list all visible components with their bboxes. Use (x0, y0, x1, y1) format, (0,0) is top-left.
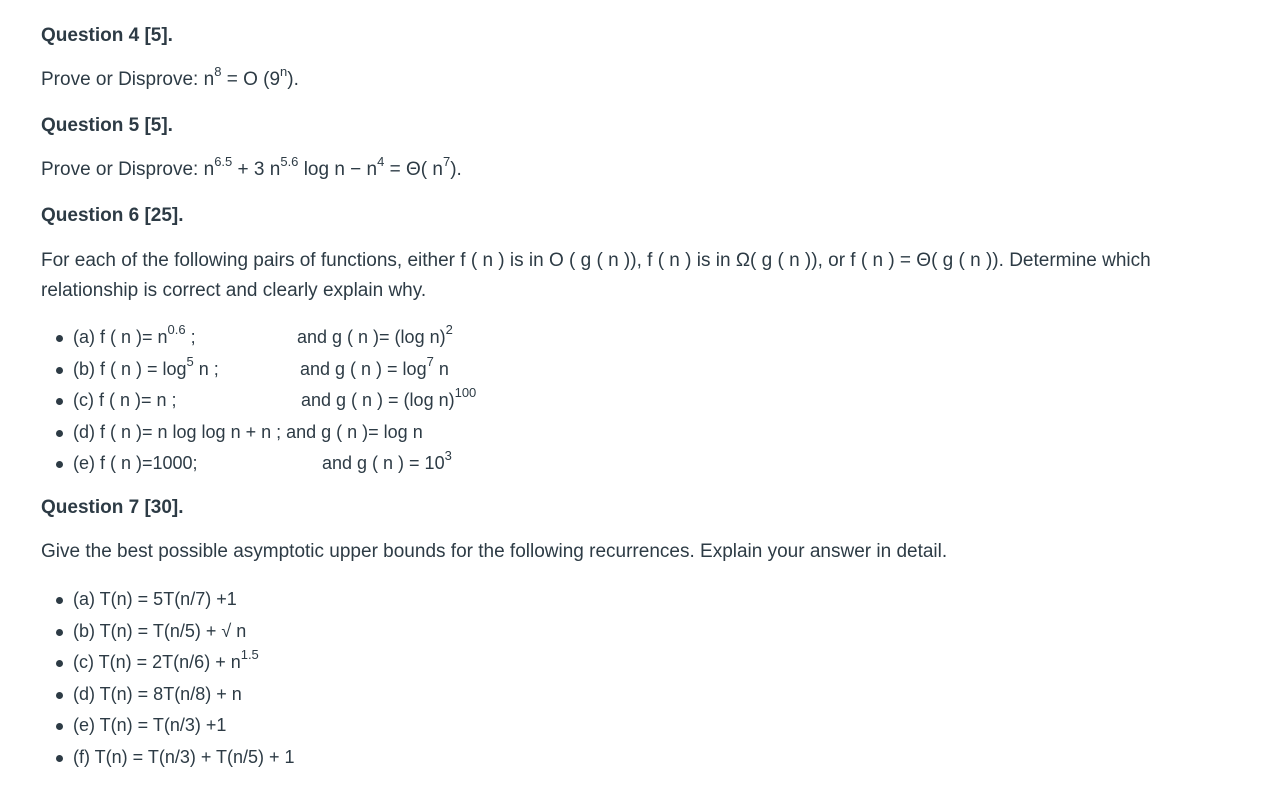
bullet-icon (56, 398, 63, 405)
bullet-icon (56, 692, 63, 699)
question-6-heading: Question 6 [25]. (41, 205, 184, 226)
list-item: (d) f ( n )= n log log n + n ; and g ( n )= log n (41, 417, 423, 449)
bullet-icon (56, 629, 63, 636)
list-item: (c) $T(n) = 2T(n/6) + n^{1.5}$ (41, 647, 295, 679)
question-7-list (41, 584, 295, 773)
list-item: (b) f ( n ) = $\log^5 n$ ; and g ( n ) = $\log^7 n$ (41, 354, 423, 386)
list-item: (b) T(n) = T(n/5) + √ n (41, 616, 295, 648)
list-item: (f) T(n) = T(n/3) + T(n/5) + 1 (41, 742, 295, 774)
question-5-heading: Question 5 [5]. (41, 115, 173, 136)
list-item: (e) f ( n )=1000; and g ( n ) = $10^3$ (41, 448, 423, 480)
list-item: (e) T(n) = T(n/3) +1 (41, 710, 295, 742)
question-7-intro: Give the best possible asymptotic upper bounds for the following recurrences. Explain your answer in detail. (41, 541, 948, 562)
question-6-list (41, 322, 477, 480)
bullet-icon (56, 461, 63, 468)
bullet-icon (56, 723, 63, 730)
question-7-heading: Question 7 [30]. (41, 497, 184, 518)
list-item: (c) f ( n )= n ; and g ( n ) = (log n)$^{100}$ (41, 385, 423, 417)
question-6-intro: For each of the following pairs of functions, either f ( n ) is in O ( g ( n )), f ( n ) is in Ω( g ( n )), or f ( n ) = Θ( g ( n )). Determine which relationship is correct and clearly explain why. (41, 250, 1151, 301)
bullet-icon (56, 755, 63, 762)
question-5-statement: Prove or Disprove: $n^{6.5} + 3$ $n^{5.6}$ $\log n - n^4 = \Theta$( $n^7$). (41, 153, 462, 180)
bullet-icon (56, 367, 63, 374)
question-4-statement: Prove or Disprove: $n^8 = O$ (9$^n$). (41, 63, 299, 90)
bullet-icon (56, 660, 63, 667)
question-4-heading: Question 4 [5]. (41, 25, 173, 46)
list-item: (d) T(n) = 8T(n/8) + n (41, 679, 295, 711)
bullet-icon (56, 597, 63, 604)
list-item: (a) f ( n )= $n^{0.6}$ ; and g ( n )= (log n)$^2$ (41, 322, 423, 354)
bullet-icon (56, 430, 63, 437)
list-item: (a) T(n) = 5T(n/7) +1 (41, 584, 295, 616)
bullet-icon (56, 335, 63, 342)
